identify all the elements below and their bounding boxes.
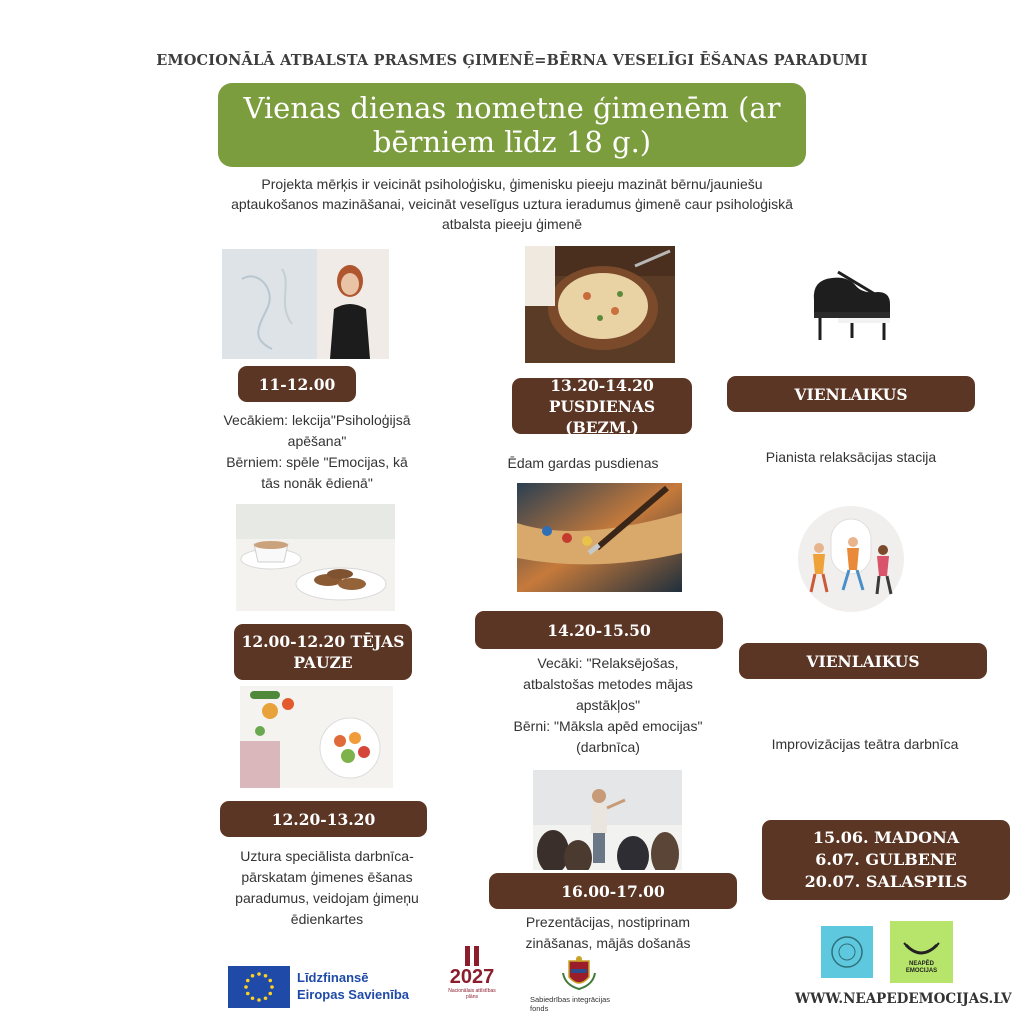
eu-flag bbox=[228, 966, 290, 1008]
date-madona: 15.06. MADONA bbox=[812, 828, 960, 847]
parents-activity: Vecākiem: lekcija"Psiholoģijsā apēšana" bbox=[223, 412, 411, 449]
time-label: 11-12.00 bbox=[258, 374, 336, 394]
time-label: 12.20-13.20 bbox=[271, 809, 376, 829]
healthy-food-photo bbox=[240, 686, 393, 788]
lecturer-photo bbox=[222, 249, 389, 359]
piano-icon bbox=[808, 266, 894, 342]
pasta-photo bbox=[525, 246, 675, 363]
piano-description: Pianista relaksācijas stacija bbox=[765, 449, 937, 465]
plan-year: 2027 bbox=[449, 966, 495, 988]
time-label: 14.20-15.50 bbox=[547, 620, 651, 640]
eu-star-icon bbox=[268, 992, 272, 996]
parallel-badge-2 bbox=[739, 643, 987, 679]
time-badge-nutrition bbox=[220, 801, 427, 837]
time-badge-presentations bbox=[489, 873, 737, 909]
logo-text-2: EMOCIJAS bbox=[905, 968, 938, 974]
intro-text: Projekta mērķis ir veicināt psiholoģisku, ģimenisku pieeju mazināt bērnu/jauniešu aptaukošanos mazināšanai, veicināt veselīgus uztura ieradumus ģimenē caur psiholoģiskā atbalsta pieeju ģimenē bbox=[231, 176, 793, 232]
lunch-description: Ēdam gardas pusdienas bbox=[507, 455, 659, 471]
date-salaspils: 20.07. SALASPILS bbox=[804, 872, 968, 891]
time-label: 13.20-14.20 PUSDIENAS (BEZM.) bbox=[548, 375, 656, 437]
latvia-coat-of-arms bbox=[561, 955, 597, 991]
dates-badge bbox=[762, 820, 1010, 900]
plan-caption: Nacionālais attīstības plāns bbox=[448, 988, 496, 1000]
presentations-description: Prezentācijas, nostiprinam zināšanas, mājās došanās bbox=[525, 914, 691, 951]
date-gulbene: 6.07. GULBENE bbox=[815, 850, 957, 869]
eu-star-icon bbox=[246, 979, 250, 983]
time-badge-lunch bbox=[512, 375, 692, 437]
logo-text-1: NEAPĒD bbox=[908, 961, 934, 967]
eu-star-icon bbox=[244, 985, 248, 989]
lecture-description bbox=[222, 410, 412, 494]
time-badge-relaxation bbox=[475, 611, 723, 649]
relaxation-description bbox=[513, 653, 703, 758]
presentation-photo bbox=[533, 770, 682, 870]
eu-star-icon bbox=[264, 974, 268, 978]
improv-description: Improvizācijas teātra darbnīca bbox=[771, 736, 959, 752]
eu-star-icon bbox=[251, 996, 255, 1000]
neaped-emocijas-logo bbox=[890, 921, 953, 983]
nutrition-description: Uztura speciālista darbnīca-pārskatam ģimenes ēšanas paradumus, veidojam ģimeņu ēdienkartes bbox=[235, 848, 419, 927]
parents-activity: Vecāki: "Relaksējošas, atbalstošas metodes mājas apstākļos" bbox=[523, 655, 693, 713]
eu-line-1: Līdzfinansē bbox=[297, 970, 369, 985]
main-title: Vienas dienas nometne ģimenēm (ar bērniem līdz 18 g.) bbox=[243, 91, 781, 159]
painting-photo bbox=[517, 483, 682, 592]
eu-star-icon bbox=[257, 998, 261, 1002]
eu-star-icon bbox=[264, 996, 268, 1000]
time-label: 16.00-17.00 bbox=[561, 881, 665, 901]
parallel-label: VIENLAIKUS bbox=[794, 384, 908, 404]
eu-star-icon bbox=[251, 974, 255, 978]
main-title-banner bbox=[218, 83, 806, 167]
children-activity: Bērni: "Māksla apēd emocijas" (darbnīca) bbox=[513, 718, 703, 755]
partner-logo-1 bbox=[821, 926, 873, 978]
time-badge-lecture bbox=[238, 366, 356, 402]
parallel-label: VIENLAIKUS bbox=[806, 651, 920, 671]
eu-star-icon bbox=[270, 985, 274, 989]
time-badge-tea-break bbox=[234, 624, 412, 680]
eu-star-icon bbox=[268, 979, 272, 983]
parallel-badge-1 bbox=[727, 376, 975, 412]
children-activity: Bērniem: spēle "Emocijas, kā tās nonāk ēdienā" bbox=[226, 454, 408, 491]
time-label: 12.00-12.20 TĒJAS PAUZE bbox=[241, 632, 405, 672]
project-title: EMOCIONĀLĀ ATBALSTA PRASMES ĢIMENĒ=BĒRNA VESELĪGI ĒŠANAS PARADUMI bbox=[156, 52, 868, 69]
eu-line-2: Eiropas Savienība bbox=[297, 987, 409, 1002]
dancing-children-illustration bbox=[791, 504, 911, 614]
eu-star-icon bbox=[246, 992, 250, 996]
fund-caption: Sabiedrības integrācijas fonds bbox=[530, 995, 611, 1013]
website-url: WWW.NEAPEDEMOCIJAS.LV bbox=[795, 991, 1012, 1007]
national-plan-logo bbox=[443, 946, 501, 1016]
eu-cofinance-text bbox=[297, 969, 409, 1003]
eu-star-icon bbox=[257, 972, 261, 976]
tea-photo bbox=[236, 504, 395, 611]
